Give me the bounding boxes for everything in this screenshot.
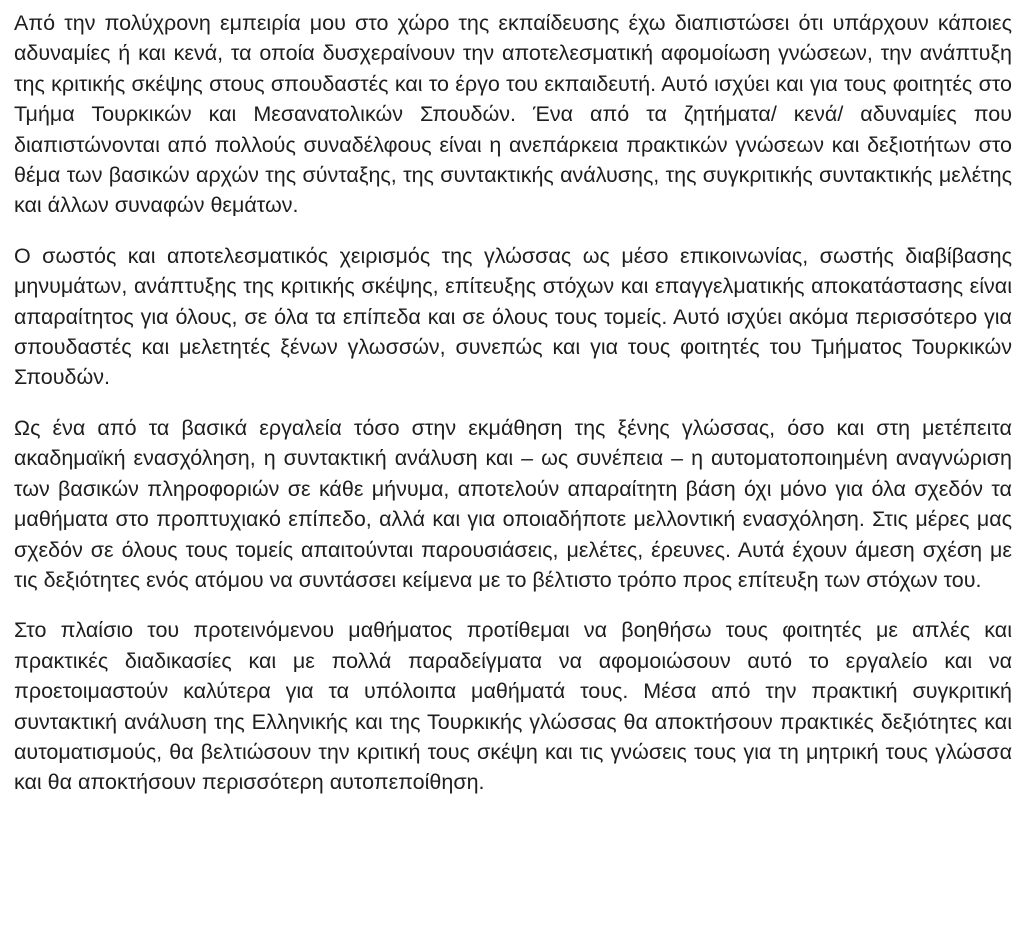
- paragraph-2: Ο σωστός και αποτελεσματικός χειρισμός της γλώσσας ως μέσο επικοινωνίας, σωστής διαβίβασης μηνυμάτων, ανάπτυξης της κριτικής σκέψης, επίτευξης στόχων και επαγγελματικής αποκατάστασης είναι απαραίτητος για όλους, σε όλα τα επίπεδα και σε όλους τους τομείς. Αυτό ισχύει ακόμα περισσότερο για σπουδαστές και μελετητές ξένων γλωσσών, συνεπώς και για τους φοιτητές του Τμήματος Τουρκικών Σπουδών.: [14, 243, 1012, 390]
- document-page: [14, 8, 1012, 798]
- paragraph-4: Στο πλαίσιο του προτεινόμενου μαθήματος προτίθεμαι να βοηθήσω τους φοιτητές με απλές και πρακτικές διαδικασίες και με πολλά παραδείγματα να αφομοιώσουν αυτό το εργαλείο και να προετοιμαστούν καλύτερα για τα υπόλοιπα μαθήματά τους. Μέσα από την πρακτική συγκριτική συντακτική ανάλυση της Ελληνικής και της Τουρκικής γλώσσας θα αποκτήσουν πρακτικές δεξιότητες και αυτοματισμούς, θα βελτιώσουν την κριτική τους σκέψη και τις γνώσεις τους για τη μητρική τους γλώσσα και θα αποκτήσουν περισσότερη αυτοπεποίθηση.: [14, 618, 1012, 795]
- paragraph-3: Ως ένα από τα βασικά εργαλεία τόσο στην εκμάθηση της ξένης γλώσσας, όσο και στη μετέπειτα ακαδημαϊκή ενασχόληση, η συντακτική ανάλυση και – ως συνέπεια – η αυτοματοποιημένη αναγνώριση των βασικών πληροφοριών σε κάθε μήνυμα, αποτελούν απαραίτητη βάση όχι μόνο για όλα σχεδόν τα μαθήματα στο προπτυχιακό επίπεδο, αλλά και για οποιαδήποτε μελλοντική ενασχόληση. Στις μέρες μας σχεδόν σε όλους τους τομείς απαιτούνται παρουσιάσεις, μελέτες, έρευνες. Αυτά έχουν άμεση σχέση με τις δεξιότητες ενός ατόμου να συντάσσει κείμενα με το βέλτιστο τρόπο προς επίτευξη των στόχων του.: [14, 415, 1012, 592]
- paragraph-1: Από την πολύχρονη εμπειρία μου στο χώρο της εκπαίδευσης έχω διαπιστώσει ότι υπάρχουν κάποιες αδυναμίες ή και κενά, τα οποία δυσχεραίνουν την αποτελεσματική αφομοίωση γνώσεων, την ανάπτυξη της κριτικής σκέψης στους σπουδαστές και το έργο του εκπαιδευτή. Αυτό ισχύει και για τους φοιτητές στο Τμήμα Τουρκικών και Μεσανατολικών Σπουδών. Ένα από τα ζητήματα/ κενά/ αδυναμίες που διαπιστώνονται από πολλούς συναδέλφους είναι η ανεπάρκεια πρακτικών γνώσεων και δεξιοτήτων στο θέμα των βασικών αρχών της σύνταξης, της συντακτικής ανάλυσης, της συγκριτικής συντακτικής μελέτης και άλλων συναφών θεμάτων.: [14, 11, 1012, 218]
